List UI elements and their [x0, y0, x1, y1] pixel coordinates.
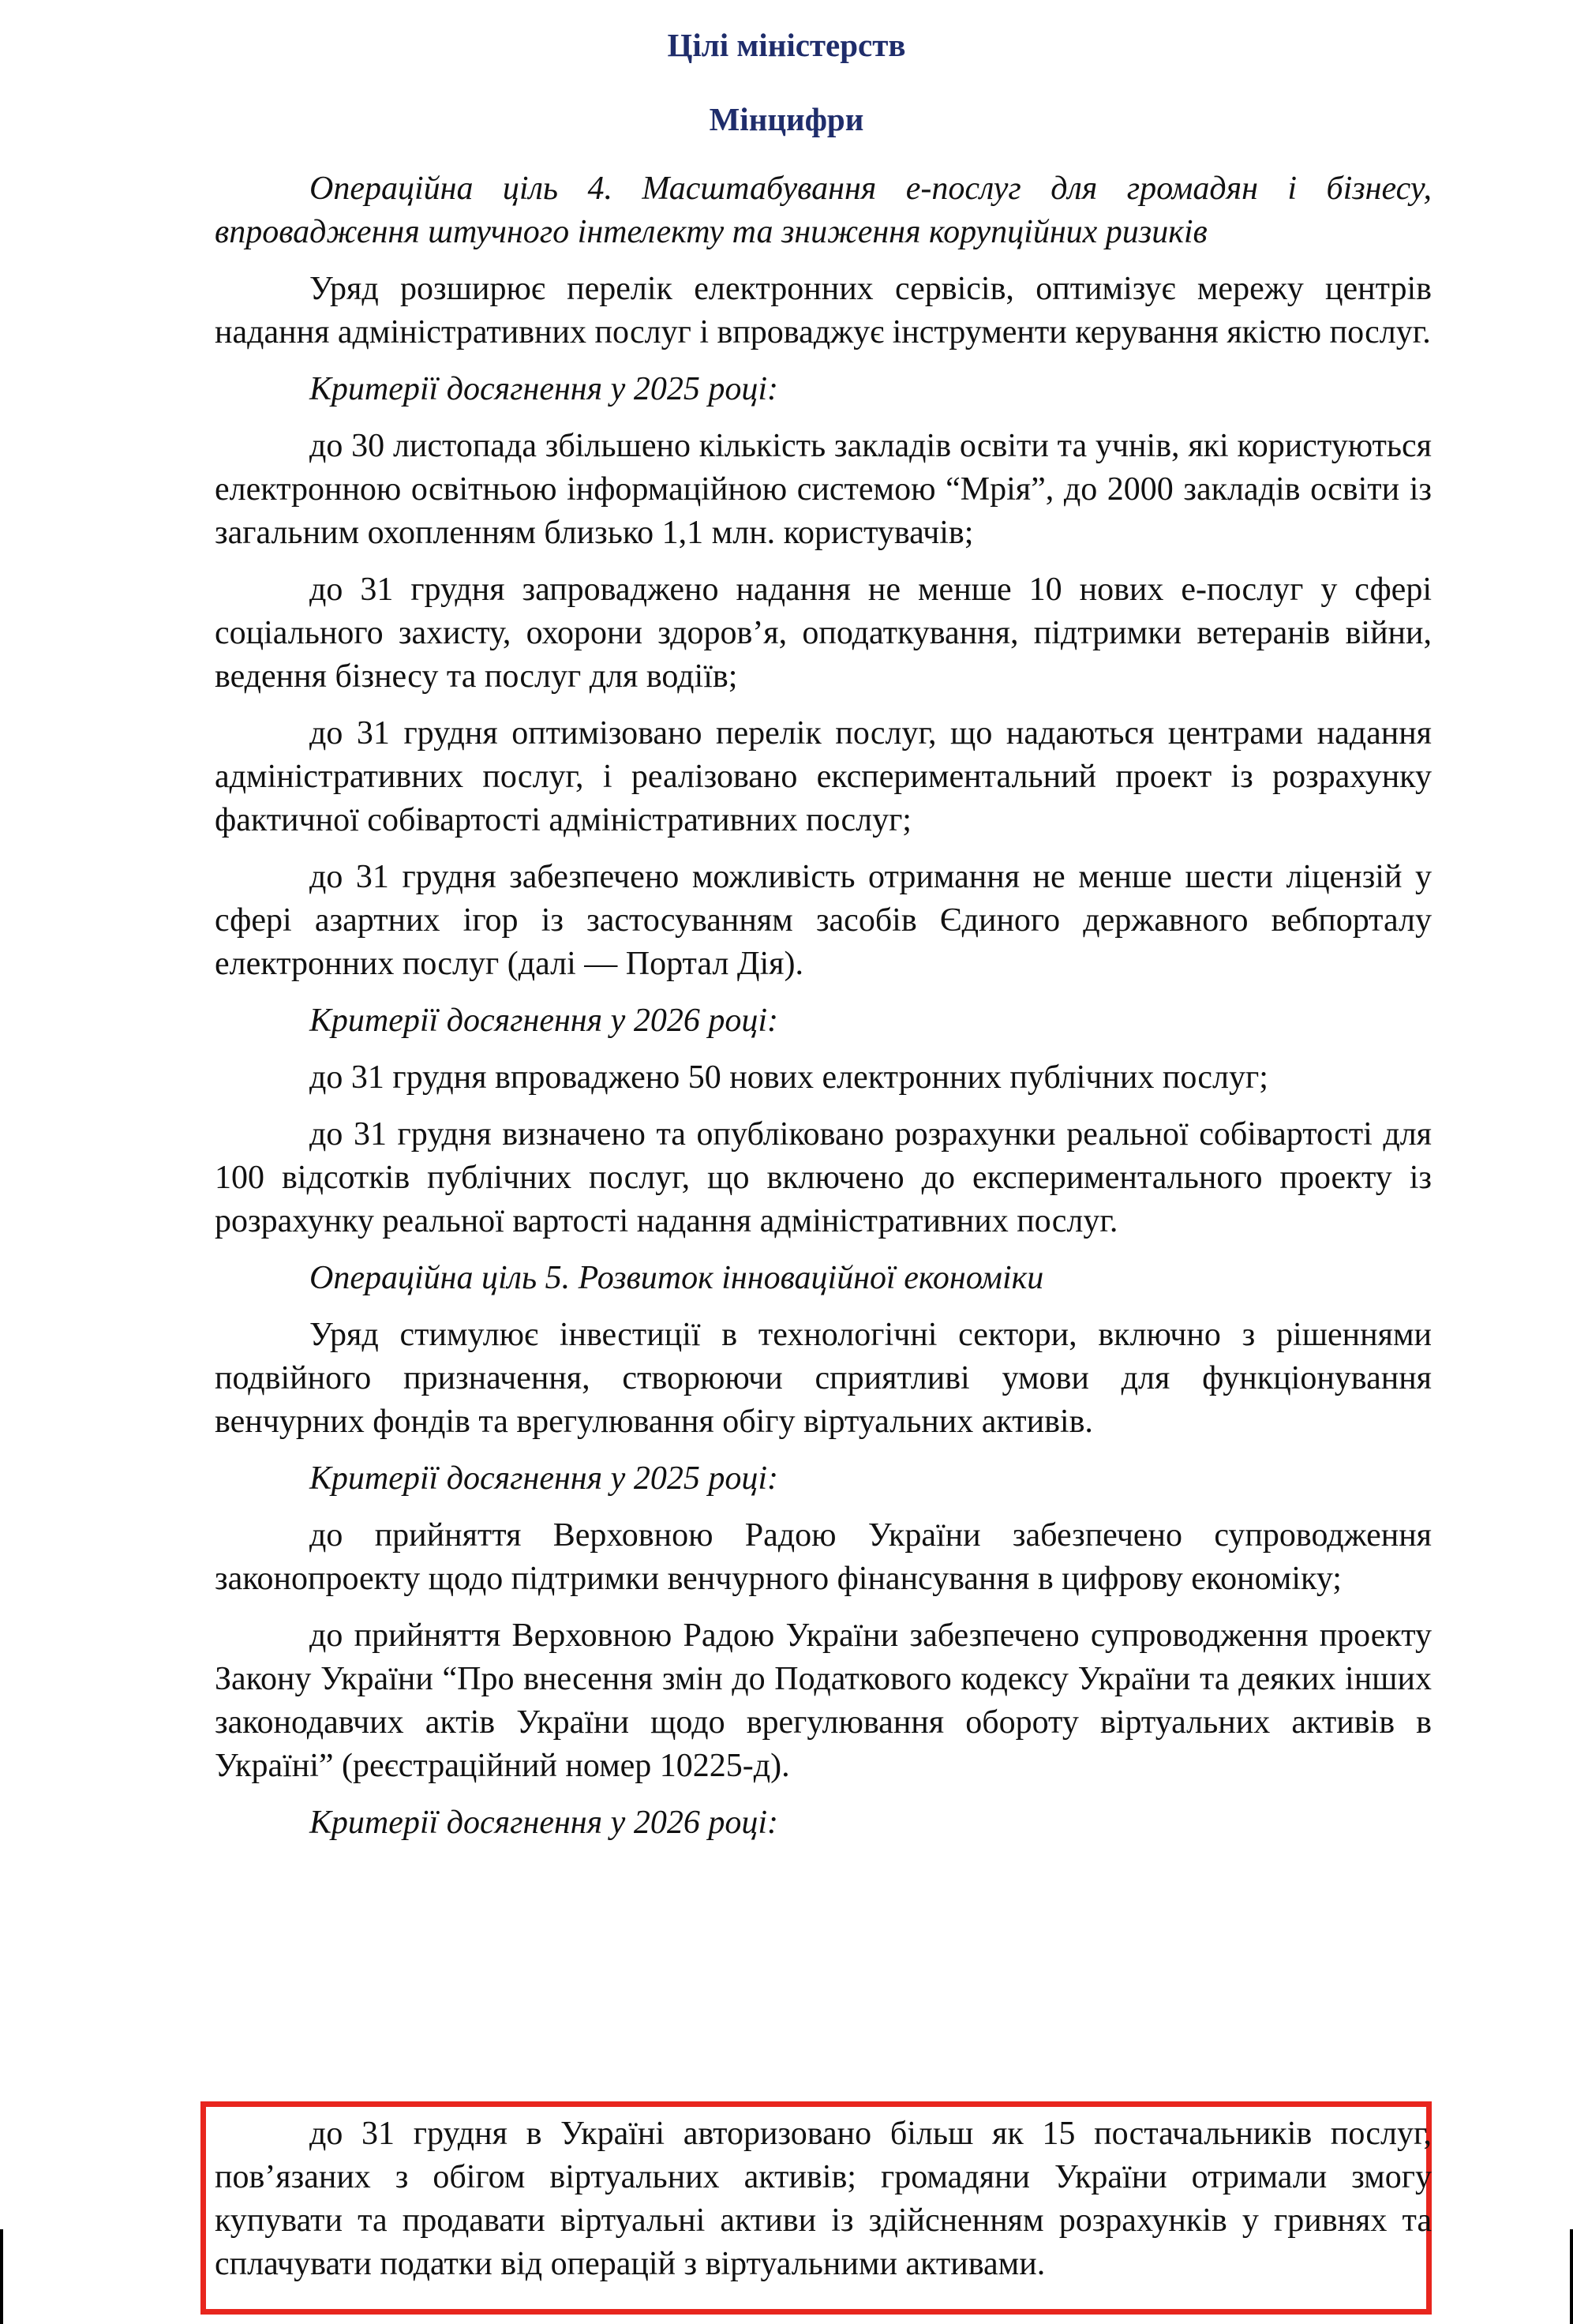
criteria-2026-heading: Критерії досягнення у 2026 році: [309, 1805, 778, 1841]
criteria-item: до прийняття Верховною Радою України забезпечено супроводження законопроекту щодо підтримки венчурного фінансування в цифрову економіку; [215, 1517, 1432, 1597]
highlighted-criteria [215, 2112, 1432, 2300]
page-edge-mark-left [0, 2229, 3, 2324]
criteria-item: до 31 грудня визначено та опубліковано розрахунки реальної собівартості для 100 відсотків публічних послуг, що включено до експериментального проекту із розрахунку реальної вартості надання адміністративних послуг. [215, 1116, 1432, 1239]
criteria-item-highlighted: до 31 грудня в Україні авторизовано більш як 15 постачальників послуг, пов’язаних з обігом віртуальних активів; громадяни України отримали змогу купувати та продавати віртуальні активи із здійсненням розрахунків у гривнях та сплачувати податки від операцій з віртуальними активами. [215, 2116, 1432, 2282]
criteria-item: до 31 грудня забезпечено можливість отримання не менше шести ліцензій у сфері азартних ігор із застосуванням засобів Єдиного державного вебпорталу електронних послуг (далі — Портал Дія). [215, 859, 1432, 982]
criteria-2026-heading: Критерії досягнення у 2026 році: [309, 1003, 778, 1039]
criteria-item: до 31 грудня запроваджено надання не менше 10 нових е-послуг у сфері соціального захисту, охорони здоров’я, оподаткування, підтримки ветеранів війни, ведення бізнесу та послуг для водіїв; [215, 572, 1432, 695]
criteria-item: до 31 грудня впроваджено 50 нових електронних публічних послуг; [309, 1059, 1268, 1096]
goal-5-heading: Операційна ціль 5. Розвиток інноваційної економіки [309, 1260, 1044, 1296]
criteria-item: до прийняття Верховною Радою України забезпечено супроводження проекту Закону України “Про внесення змін до Податкового кодексу України та деяких інших законодавчих актів України щодо врегулювання обороту віртуальних активів в Україні” (реєстраційний номер 10225-д). [215, 1617, 1432, 1784]
goal-5-intro: Уряд стимулює інвестиції в технологічні сектори, включно з рішеннями подвійного призначення, створюючи сприятливі умови для функціонування венчурних фондів та врегулювання обігу віртуальних активів. [215, 1317, 1432, 1440]
goal-4-intro: Уряд розширює перелік електронних сервісів, оптимізує мережу центрів надання адміністративних послуг і впроваджує інструменти керування якістю послуг. [215, 271, 1432, 350]
criteria-item: до 31 грудня оптимізовано перелік послуг, що надаються центрами надання адміністративних послуг, і реалізовано експериментальний проект із розрахунку фактичної собівартості адміністративних послуг; [215, 715, 1432, 838]
criteria-2025-heading: Критерії досягнення у 2025 році: [309, 371, 778, 407]
page-edge-mark-right [1570, 2229, 1573, 2324]
criteria-2025-heading: Критерії досягнення у 2025 році: [309, 1460, 778, 1497]
document-body [215, 167, 1432, 1858]
goal-4-heading: Операційна ціль 4. Масштабування е-послуг для громадян і бізнесу, впровадження штучного інтелекту та зниження корупційних ризиків [215, 171, 1432, 250]
ministry-title: Мінцифри [709, 101, 864, 137]
page-title: Цілі міністерств [667, 27, 906, 63]
criteria-item: до 30 листопада збільшено кількість закладів освіти та учнів, які користуються електронною освітньою інформаційною системою “Мрія”, до 2000 закладів освіти із загальним охопленням близько 1,1 млн. користувачів; [215, 428, 1432, 551]
